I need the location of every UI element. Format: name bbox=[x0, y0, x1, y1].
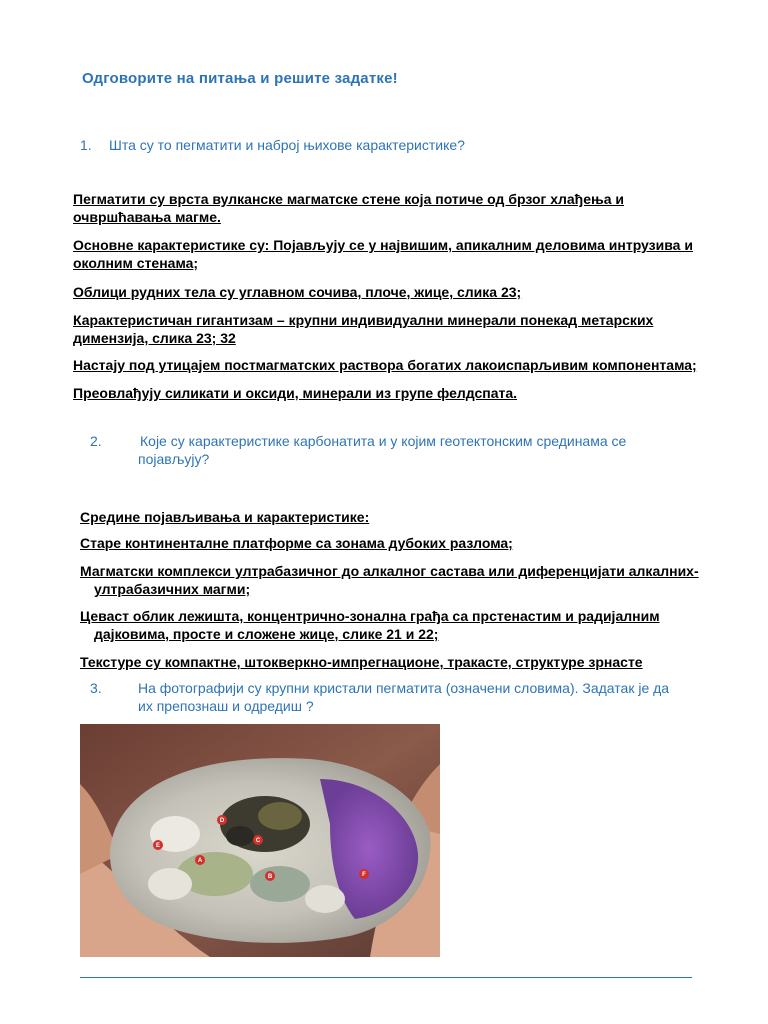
photo-label: D bbox=[219, 818, 225, 824]
question-2 bbox=[90, 432, 626, 468]
answer-line-last bbox=[73, 384, 517, 402]
question-3 bbox=[90, 679, 669, 715]
photo-label: E bbox=[155, 843, 161, 849]
page-title: Одговорите на питања и решите задатке! bbox=[82, 70, 398, 87]
photo-label: C bbox=[255, 838, 261, 844]
question-text-line2: појављују? bbox=[138, 451, 210, 467]
question-number: 2. bbox=[90, 433, 102, 449]
answer-line: Текстуре су компактне, штокверкно-импрегнационе, тракасте, структуре зрнасте bbox=[80, 654, 643, 670]
photo-label: B bbox=[267, 874, 273, 880]
answer-line: околним стенама; bbox=[73, 255, 199, 271]
answer-line: очвршћавања магме. bbox=[73, 209, 221, 225]
photo-label: F bbox=[362, 872, 366, 878]
answer-period: . bbox=[513, 385, 518, 401]
answer-line: Настају под утицајем постмагматских раствора богатих лакоиспарљивим компонентама; bbox=[73, 357, 697, 373]
answer-line: Карактеристичан гигантизам – крупни индивидуални минерали понекад метарских bbox=[73, 312, 654, 328]
pegmatite-photo bbox=[80, 724, 440, 957]
question-1 bbox=[80, 136, 465, 154]
answer-line: ултрабазичних магми; bbox=[94, 581, 251, 597]
answer-line: Средине појављивања и карактеристике: bbox=[80, 509, 370, 525]
answer-line: Магматски комплекси ултрабазичног до алкалног састава или диференцијати алкалних- bbox=[80, 563, 699, 579]
question-text-line1: На фотографији су крупни кристали пегматита (означени словима). Задатак је да bbox=[138, 680, 670, 696]
question-text-line2: их препознаш и одредиш ? bbox=[138, 698, 314, 714]
question-number: 3. bbox=[90, 680, 102, 696]
answer-line: Облици рудних тела су углавном сочива, плоче, жице, слика 23; bbox=[73, 284, 522, 300]
answer-line: Пегматити су врста вулканске магматске стене која потиче од брзог хлађења и bbox=[73, 191, 624, 207]
question-number: 1. bbox=[80, 137, 92, 153]
answer-line: димензија, слика 23; 32 bbox=[73, 330, 236, 346]
answer-line: Основне карактеристике су: Појављују се у највишим, апикалним деловима интрузива и bbox=[73, 237, 693, 253]
question-text-line1: Које су карактеристике карбонатита и у којим геотектонским срединама се bbox=[140, 433, 627, 449]
divider-line bbox=[80, 977, 692, 978]
answer-text: Преовлађују силикати и оксиди, минерали из групе фелдспата bbox=[73, 385, 514, 401]
photo-label: A bbox=[197, 858, 203, 864]
answer-line: Старе континенталне платформе са зонама дубоких разлома; bbox=[80, 535, 513, 551]
answer-line: Цеваст облик лежишта, концентрично-зонална грађа са прстенастим и радијалним bbox=[80, 608, 660, 624]
answer-line: дајковима, просте и сложене жице, слике 21 и 22; bbox=[94, 626, 439, 642]
question-text: Шта су то пегматити и наброј њихове карактеристике? bbox=[109, 137, 465, 153]
